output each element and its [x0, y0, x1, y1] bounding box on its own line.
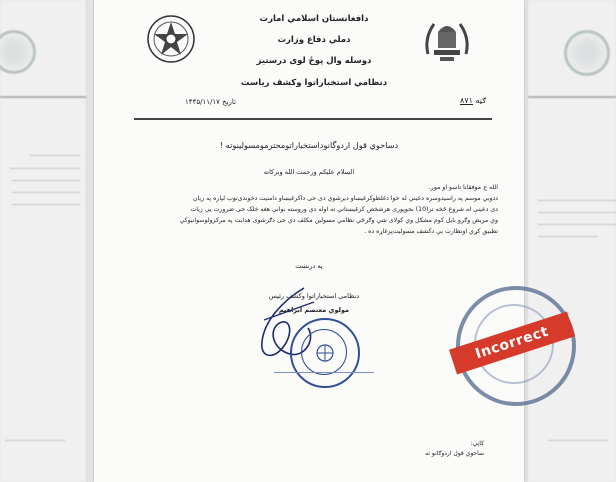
official-stamp	[290, 318, 360, 388]
emblem-icon	[0, 30, 36, 74]
signatory-title: دنظامی استخباراتوا وكشف رئيس	[268, 292, 360, 300]
text-line	[12, 192, 80, 193]
closing: په درنښت	[295, 262, 323, 270]
text-line	[538, 200, 616, 201]
emirate-emblem-icon	[420, 14, 474, 68]
body-line-5: تطبيق کړي اونظارت يې دکشف مسوليت‌پرغاړه ده .	[364, 228, 498, 235]
military-emblem-icon	[146, 14, 196, 64]
header-line-2: دملي دفاع وزارت	[277, 35, 351, 45]
body-line-3: دی دعينې له شروع څخه تر(10) بجوپوری هرشخص کرغيښتاني ته اوله دي وروسته بوانې هغه خلک حی ضرورت يې زيات	[190, 206, 498, 213]
document-number	[416, 96, 486, 105]
greeting: السلام عليكم ورحمت الله وبركاته	[263, 168, 355, 176]
incorrect-stamp	[456, 286, 576, 406]
incorrect-label: Incorrect	[449, 311, 575, 374]
text-line	[538, 224, 616, 225]
header-line-4: دنظامي استخباراتوا وكشف رياست	[240, 78, 388, 88]
text-line	[12, 180, 80, 181]
text-line	[548, 440, 608, 441]
body-line-1: الله ج موفقانا تاسو او موږ.	[428, 184, 498, 191]
document-page	[94, 0, 524, 482]
letter-title: دساحوي قول اردوگانوداستخباراتومحترمومسولينوته !	[219, 140, 399, 150]
background-page-right	[528, 0, 616, 482]
header-line-3: دوسله وال پوځ لوی درستیز	[256, 56, 372, 66]
text-line	[538, 212, 616, 213]
footer-label: کاپي:	[470, 440, 484, 447]
header-line-1: دافغانستان اسلامي امارت	[259, 14, 369, 24]
header-divider	[134, 118, 492, 120]
text-line	[30, 155, 80, 156]
text-line	[5, 440, 65, 441]
body-line-4: وي مريض وګرو بايل کوم مشکل وي کولای شي وګرځي نظامي مسولين مكلف دي حی دګرشوی هدايت په مرکزولوسوانيوکي	[179, 217, 498, 224]
background-page-left	[0, 0, 86, 482]
document-date: تاريخ ۱۴۴۵/۱۱/۱۷	[185, 98, 236, 106]
divider	[0, 96, 86, 98]
body-line-2: ددوبي موسم په راسيدوسره دعينې له خوا دغلطوکرغيښاو ديرشوي دی حی داکرغيښاو دامنيت دخوندي‌توب لپاره په زيان	[193, 195, 498, 202]
text-line	[12, 204, 80, 205]
stamp-note	[274, 372, 374, 373]
signatory-name: مولوي معتصم ابراهيم	[278, 306, 350, 314]
divider	[528, 96, 616, 98]
stamp-emblem-icon	[292, 320, 358, 386]
number-prefix: ګڼه	[475, 96, 486, 105]
number-value: ۸۷۱	[460, 96, 473, 105]
text-line	[10, 168, 80, 169]
footer-text: ساحوي قول اردوګانو ته	[425, 450, 484, 457]
text-line	[538, 236, 598, 237]
emblem-icon	[564, 30, 610, 76]
